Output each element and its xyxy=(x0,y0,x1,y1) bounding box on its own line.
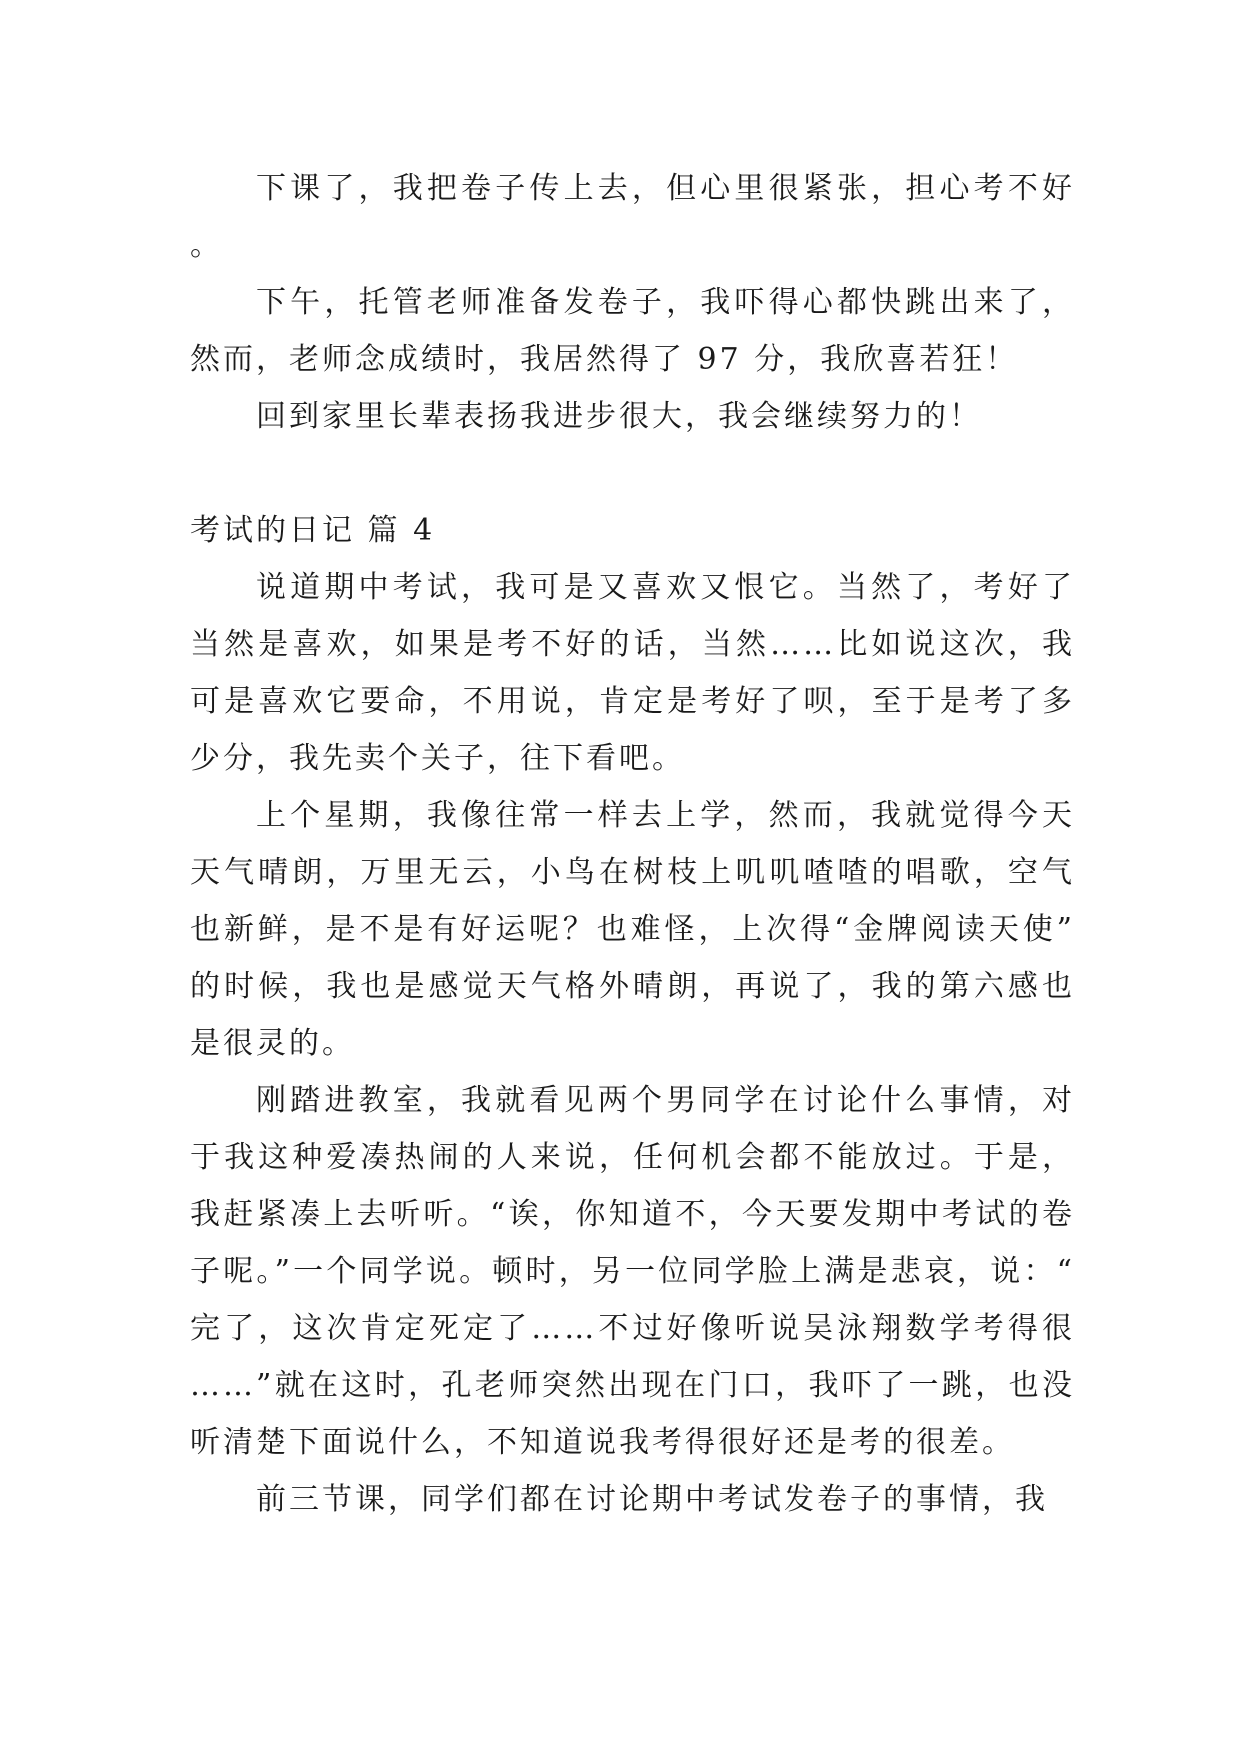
paragraph: 上个星期，我像往常一样去上学，然而，我就觉得今天天气晴朗，万里无云，小鸟在树枝上叽叽喳喳的唱歌，空气也新鲜，是不是有好运呢？也难怪，上次得“金牌阅读天使”的时候，我也是感觉天气格外晴朗，再说了，我的第六感也是很灵的。 xyxy=(190,798,1075,1061)
paragraph: 前三节课，同学们都在讨论期中考试发卷子的事情，我 xyxy=(256,1482,1048,1517)
section-title: 考试的日记 篇 4 xyxy=(190,513,436,548)
paragraph: 下课了，我把卷子传上去，但心里很紧张，担心考不好。 xyxy=(190,171,1075,263)
document-body xyxy=(190,160,1075,1528)
paragraph: 说道期中考试，我可是又喜欢又恨它。当然了，考好了当然是喜欢，如果是考不好的话，当然……比如说这次，我可是喜欢它要命，不用说，肯定是考好了呗，至于是考了多少分，我先卖个关子，往下看吧。 xyxy=(190,570,1075,776)
paragraph: 刚踏进教室，我就看见两个男同学在讨论什么事情，对于我这种爱凑热闹的人来说，任何机会都不能放过。于是，我赶紧凑上去听听。“诶，你知道不，今天要发期中考试的卷子呢。”一个同学说。顿时，另一位同学脸上满是悲哀，说：“完了，这次肯定死定了……不过好像听说吴泳翔数学考得很……”就在这时，孔老师突然出现在门口，我吓了一跳，也没听清楚下面说什么，不知道说我考得很好还是考的很差。 xyxy=(190,1083,1075,1460)
paragraph: 回到家里长辈表扬我进步很大，我会继续努力的！ xyxy=(256,399,982,434)
paragraph: 下午，托管老师准备发卷子，我吓得心都快跳出来了，然而，老师念成绩时，我居然得了 97 分，我欣喜若狂！ xyxy=(190,285,1075,377)
